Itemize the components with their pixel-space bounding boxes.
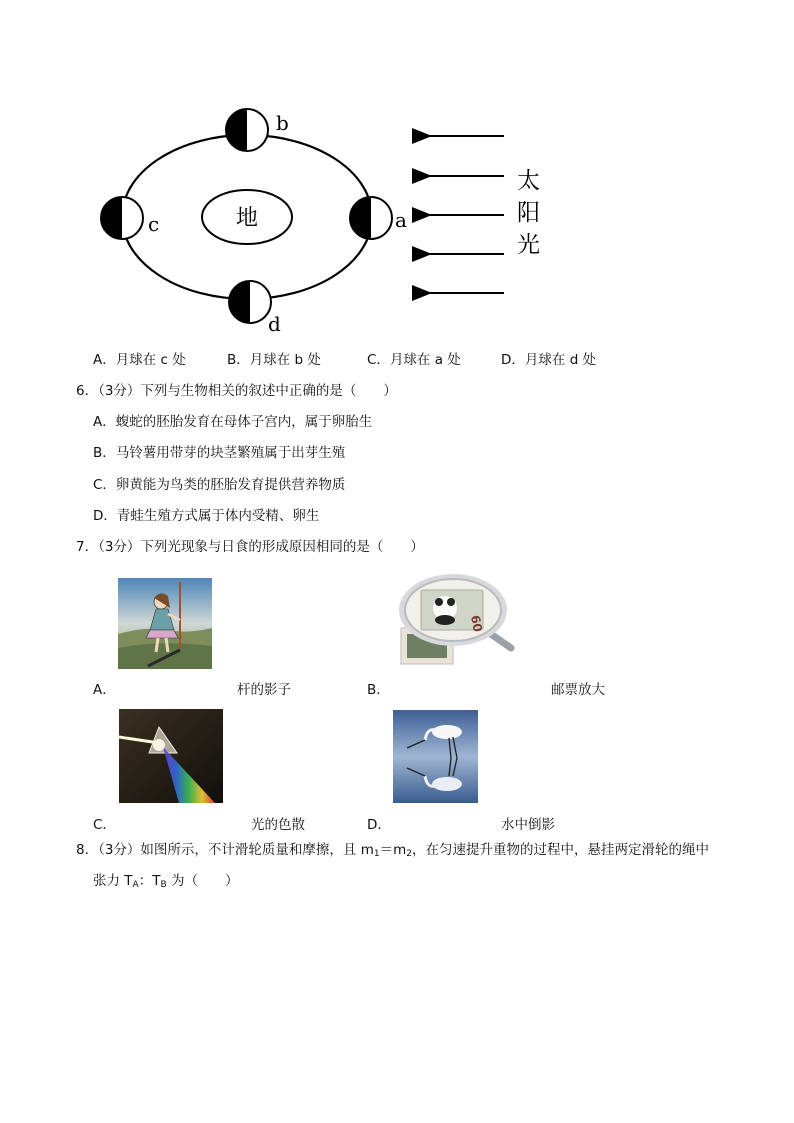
q5-option-d[interactable]: D．月球在 d 处 [501,352,597,368]
q8-stem-line2: 张力 $T_A$：$T_B$ 为（ ） [93,873,239,890]
sunlight-label-3: 光 [517,232,540,258]
q7-stem: 7．（3分）下列光现象与日食的形成原因相同的是（ ） [76,539,424,555]
stamp-magnifier-image [393,572,519,668]
q7-option-c[interactable]: C． [93,817,116,833]
q6-option-a[interactable]: A．蝮蛇的胚胎发育在母体子宫内，属于卵胎生 [93,414,373,430]
earth-label: 地 [235,206,259,231]
q6-stem: 6．（3分）下列与生物相关的叙述中正确的是（ ） [76,383,397,399]
q7-option-a[interactable]: A． [93,682,116,698]
sunlight-label-2: 阳 [517,200,540,226]
q6-option-c[interactable]: C．卵黄能为鸟类的胚胎发育提供营养物质 [93,477,346,493]
q8-stem-line1: 8．（3分）如图所示，不计滑轮质量和摩擦，且 $m_1=m_2$，在匀速提升重物的过程中，悬挂两定滑轮的绳中 [76,842,709,859]
q6-option-d[interactable]: D．青蛙生殖方式属于体内受精、卵生 [93,508,320,524]
moon-c [101,197,143,239]
moon-b [226,109,268,151]
q7-caption-d: 水中倒影 [501,817,555,833]
q5-option-b[interactable]: B．月球在 b 处 [227,352,321,368]
q6-option-b[interactable]: B．马铃薯用带芽的块茎繁殖属于出芽生殖 [93,445,346,461]
moon-orbit-diagram [90,100,560,340]
q7-caption-b: 邮票放大 [551,682,605,698]
sunlight-arrows [430,136,504,293]
sunlight-label-1: 太 [517,168,540,194]
q7-option-d[interactable]: D． [367,817,391,833]
q7-caption-c: 光的色散 [251,817,305,833]
pole-shadow-image [118,578,212,669]
label-a: a [395,208,407,232]
moon-a [350,197,392,239]
prism-dispersion-image [119,709,223,803]
moon-d [229,281,271,323]
q7-option-b[interactable]: B． [367,682,390,698]
label-b: b [276,111,289,135]
q7-caption-a: 杆的影子 [237,682,291,698]
q5-option-a[interactable]: A．月球在 c 处 [93,352,186,368]
label-c: c [148,212,160,236]
svg-text:60: 60 [468,614,485,633]
label-d: d [268,312,281,336]
water-reflection-image [393,710,478,803]
q5-option-c[interactable]: C．月球在 a 处 [367,352,461,368]
